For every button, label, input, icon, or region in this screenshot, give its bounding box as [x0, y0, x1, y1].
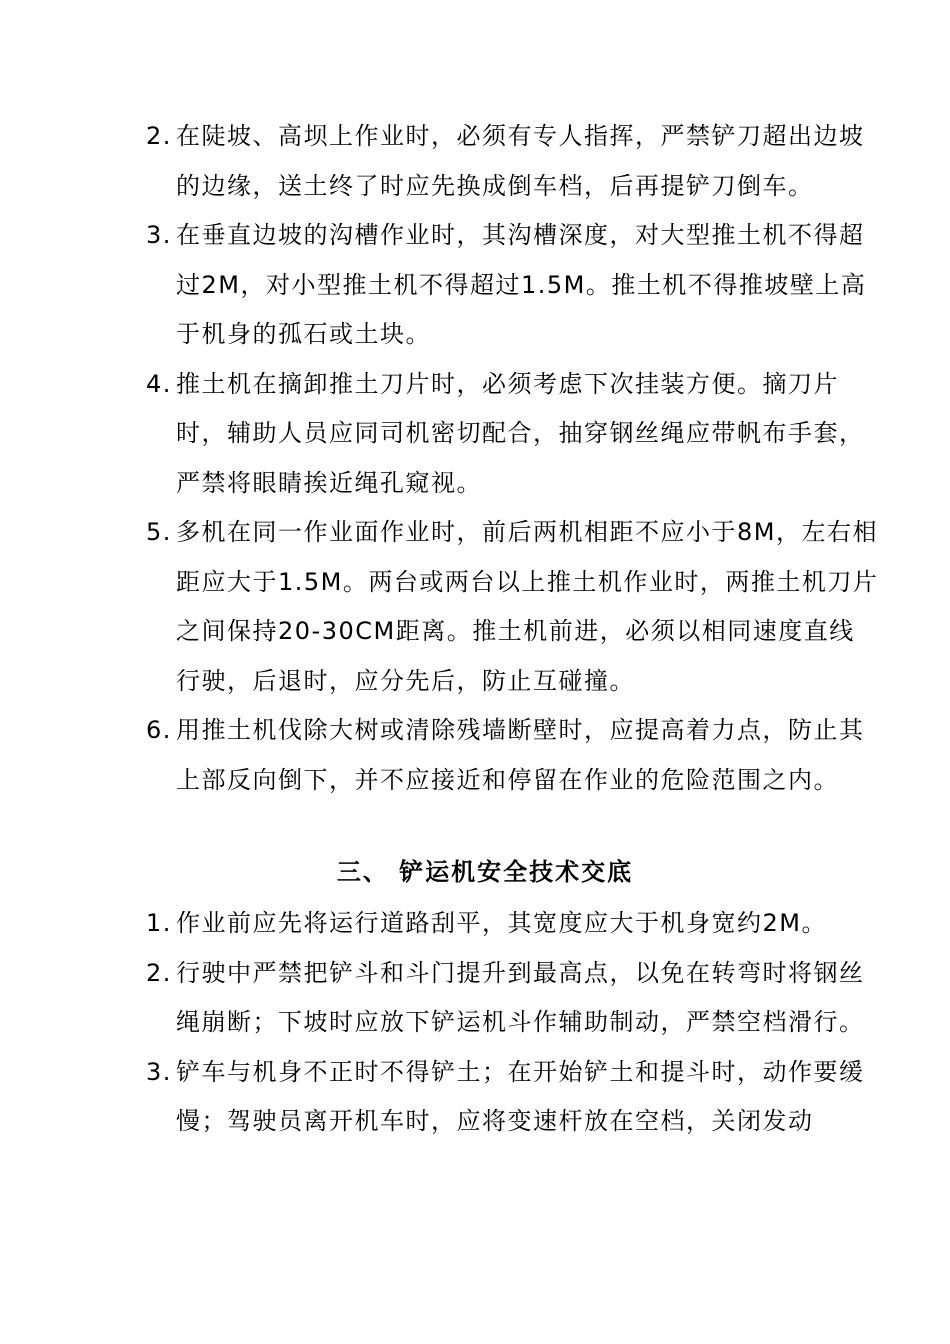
item-number: 1.	[146, 909, 172, 937]
item-text: 作业前应先将运行道路刮平，其宽度应大于机身宽约2M。	[176, 909, 827, 937]
list-item	[0, 1048, 880, 1147]
item-text: 在陡坡、高坝上作业时，必须有专人指挥，严禁铲刀超出边坡的边缘，送土终了时应先换成倒车档，后再提铲刀倒车。	[176, 122, 865, 200]
list-item	[0, 706, 880, 805]
item-text: 在垂直边坡的沟槽作业时，其沟槽深度，对大型推土机不得超过2M，对小型推土机不得超过1.5M。推土机不得推坡壁上高于机身的孤石或土块。	[176, 221, 867, 348]
list-item	[0, 899, 880, 949]
list-item	[0, 112, 880, 211]
item-text: 用推土机伐除大树或清除残墙断壁时，应提高着力点，防止其上部反向倒下，并不应接近和停留在作业的危险范围之内。	[176, 716, 865, 794]
list-item	[0, 949, 880, 1048]
item-number: 2.	[146, 958, 172, 987]
item-number: 5.	[146, 518, 172, 546]
bulldozer-rules-list	[0, 112, 950, 805]
item-text: 多机在同一作业面作业时，前后两机相距不应小于8M，左右相距应大于1.5M。两台或两台以上推土机作业时，两推土机刀片之间保持20-30CM距离。推土机前进，必须以相同速度直线行驶，后退时，应分先后，防止互碰撞。	[176, 518, 879, 695]
scraper-rules-list	[0, 899, 950, 1147]
item-number: 2.	[146, 122, 172, 150]
item-number: 6.	[146, 716, 172, 744]
item-number: 3.	[146, 1057, 172, 1086]
section-heading: 三、 铲运机安全技术交底	[336, 858, 634, 886]
list-item	[0, 508, 880, 706]
item-number: 3.	[146, 221, 172, 249]
item-text: 推土机在摘卸推土刀片时，必须考虑下次挂装方便。摘刀片时，辅助人员应同司机密切配合，抽穿钢丝绳应带帆布手套，严禁将眼睛挨近绳孔窥视。	[176, 369, 865, 497]
item-text: 铲车与机身不正时不得铲土；在开始铲土和提斗时，动作要缓慢；驾驶员离开机车时，应将变速杆放在空档，关闭发动	[176, 1057, 865, 1135]
item-text: 行驶中严禁把铲斗和斗门提升到最高点，以免在转弯时将钢丝绳崩断；下坡时应放下铲运机斗作辅助制动，严禁空档滑行。	[176, 958, 865, 1036]
list-item	[0, 360, 880, 509]
item-number: 4.	[146, 369, 172, 398]
list-item	[0, 211, 880, 360]
